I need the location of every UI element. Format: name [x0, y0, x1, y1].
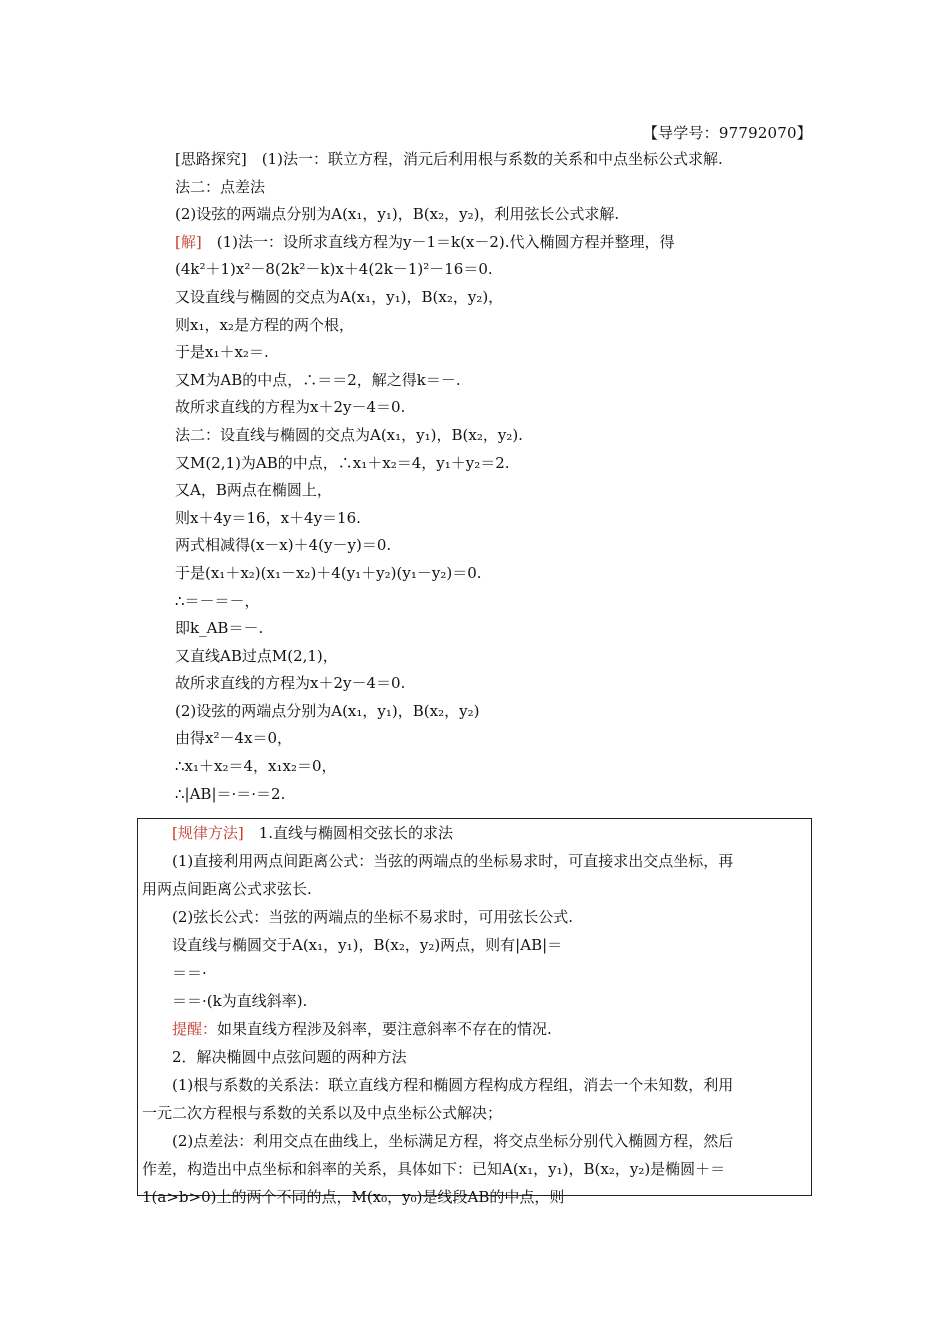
- solution-text: 又A，B两点在椭圆上，: [175, 481, 332, 500]
- method-tip: [172, 1015, 808, 1043]
- solution-line: [175, 670, 815, 698]
- solution-text: 又设直线与椭圆的交点为A(x₁，y₁)，B(x₂，y₂)，: [175, 287, 504, 306]
- solution-line: [175, 367, 815, 395]
- solution-text: 则x₁，x₂是方程的两个根，: [175, 315, 354, 334]
- method-p5: ＝＝·(k为直线斜率).: [172, 992, 308, 1010]
- solution-text: 即k_AB＝－.: [175, 619, 264, 638]
- solution-line: [175, 229, 815, 257]
- tip-label: 提醒：: [172, 1020, 218, 1038]
- solution-text: [思路探究] (1)法一：联立方程，消元后利用根与系数的关系和中点坐标公式求解.: [175, 150, 723, 168]
- method-s2-p1b: 一元二次方程根与系数的关系以及中点坐标公式解决；: [142, 1104, 503, 1122]
- solution-text: 法二：点差法: [175, 177, 266, 196]
- solution-label: [解]: [175, 232, 202, 251]
- method-p3: 设直线与椭圆交于A(x₁，y₁)，B(x₂，y₂)两点，则有|AB|＝: [172, 936, 563, 954]
- solution-line: [175, 698, 815, 726]
- method-s2-p1a: (1)根与系数的关系法：联立直线方程和椭圆方程构成方程组，消去一个未知数，利用: [172, 1076, 734, 1094]
- method-s2-p2c: 1(a>b>0)上的两个不同的点，M(x₀，y₀)是线段AB的中点，则: [142, 1188, 565, 1206]
- solution-text: ∴x₁＋x₂＝4，x₁x₂＝0，: [175, 757, 337, 776]
- solution-line: [175, 753, 815, 781]
- solution-line: [175, 477, 815, 505]
- method-title-text: 1.直线与椭圆相交弦长的求法: [243, 824, 454, 842]
- solution-text: 两式相减得(x－x)＋4(y－y)＝0.: [175, 536, 392, 555]
- solution-line: [175, 284, 815, 312]
- method-p2: (2)弦长公式：当弦的两端点的坐标不易求时，可用弦长公式.: [172, 908, 574, 926]
- solution-text: 法二：设直线与椭圆的交点为A(x₁，y₁)，B(x₂，y₂).: [175, 425, 523, 444]
- solution-line: [175, 450, 815, 478]
- solution-line: [175, 781, 815, 809]
- solution-text: (2)设弦的两端点分别为A(x₁，y₁)，B(x₂，y₂)，利用弦长公式求解.: [175, 205, 620, 224]
- solution-text: (1)法一：设所求直线方程为y－1＝k(x－2).代入椭圆方程并整理，得: [201, 232, 675, 251]
- solution-line: [175, 394, 815, 422]
- method-s2-p2b: 作差，构造出中点坐标和斜率的关系，具体如下：已知A(x₁，y₁)，B(x₂，y₂)是椭圆＋＝: [142, 1160, 726, 1178]
- solution-text: 又直线AB过点M(2,1)，: [175, 646, 338, 665]
- solution-text: 则x＋4y＝16，x＋4y＝16.: [175, 508, 361, 527]
- solution-text: 由得x²－4x＝0，: [175, 729, 293, 748]
- solution-line: [175, 532, 815, 560]
- solution-text: 又M(2,1)为AB的中点，∴x₁＋x₂＝4，y₁＋y₂＝2.: [175, 453, 510, 472]
- method-s2-p2a: (2)点差法：利用交点在曲线上，坐标满足方程，将交点坐标分别代入椭圆方程，然后: [172, 1132, 734, 1150]
- solution-line: [175, 339, 815, 367]
- method-s2-title: 2．解决椭圆中点弦问题的两种方法: [172, 1048, 407, 1066]
- solution-text: (2)设弦的两端点分别为A(x₁，y₁)，B(x₂，y₂): [175, 701, 480, 720]
- solution-line: [175, 174, 815, 202]
- solution-line: [175, 312, 815, 340]
- solution-line: [175, 256, 815, 284]
- solution-line: [175, 725, 815, 753]
- method-box: [137, 818, 812, 1206]
- method-p1a: (1)直接利用两点间距离公式：当弦的两端点的坐标易求时，可直接求出交点坐标，再: [172, 852, 734, 870]
- solution-section: [175, 146, 815, 808]
- solution-line: [175, 643, 815, 671]
- solution-text: ∴＝－＝－，: [175, 591, 260, 610]
- solution-line: [175, 560, 815, 588]
- solution-text: ∴|AB|＝·＝·＝2.: [175, 784, 286, 803]
- solution-line: [175, 201, 815, 229]
- solution-text: 于是x₁＋x₂＝.: [175, 343, 269, 362]
- solution-text: 故所求直线的方程为x＋2y－4＝0.: [175, 398, 406, 417]
- solution-text: 又M为AB的中点，∴＝＝2，解之得k＝－.: [175, 370, 461, 389]
- method-p1b: 用两点间距离公式求弦长.: [142, 880, 312, 898]
- solution-line: [175, 146, 815, 174]
- guide-number: 【导学号：97792070】: [642, 124, 812, 142]
- solution-text: 故所求直线的方程为x＋2y－4＝0.: [175, 674, 406, 693]
- solution-line: [175, 505, 815, 533]
- solution-line: [175, 588, 815, 616]
- solution-line: [175, 422, 815, 450]
- tip-text: 如果直线方程涉及斜率，要注意斜率不存在的情况.: [217, 1020, 552, 1038]
- method-title: [172, 819, 808, 847]
- solution-text: (4k²＋1)x²－8(2k²－k)x＋4(2k－1)²－16＝0.: [175, 260, 493, 279]
- solution-text: 于是(x₁＋x₂)(x₁－x₂)＋4(y₁＋y₂)(y₁－y₂)＝0.: [175, 563, 482, 582]
- solution-line: [175, 615, 815, 643]
- method-label: [规律方法]: [172, 824, 244, 842]
- method-p4: ＝＝·: [172, 964, 207, 982]
